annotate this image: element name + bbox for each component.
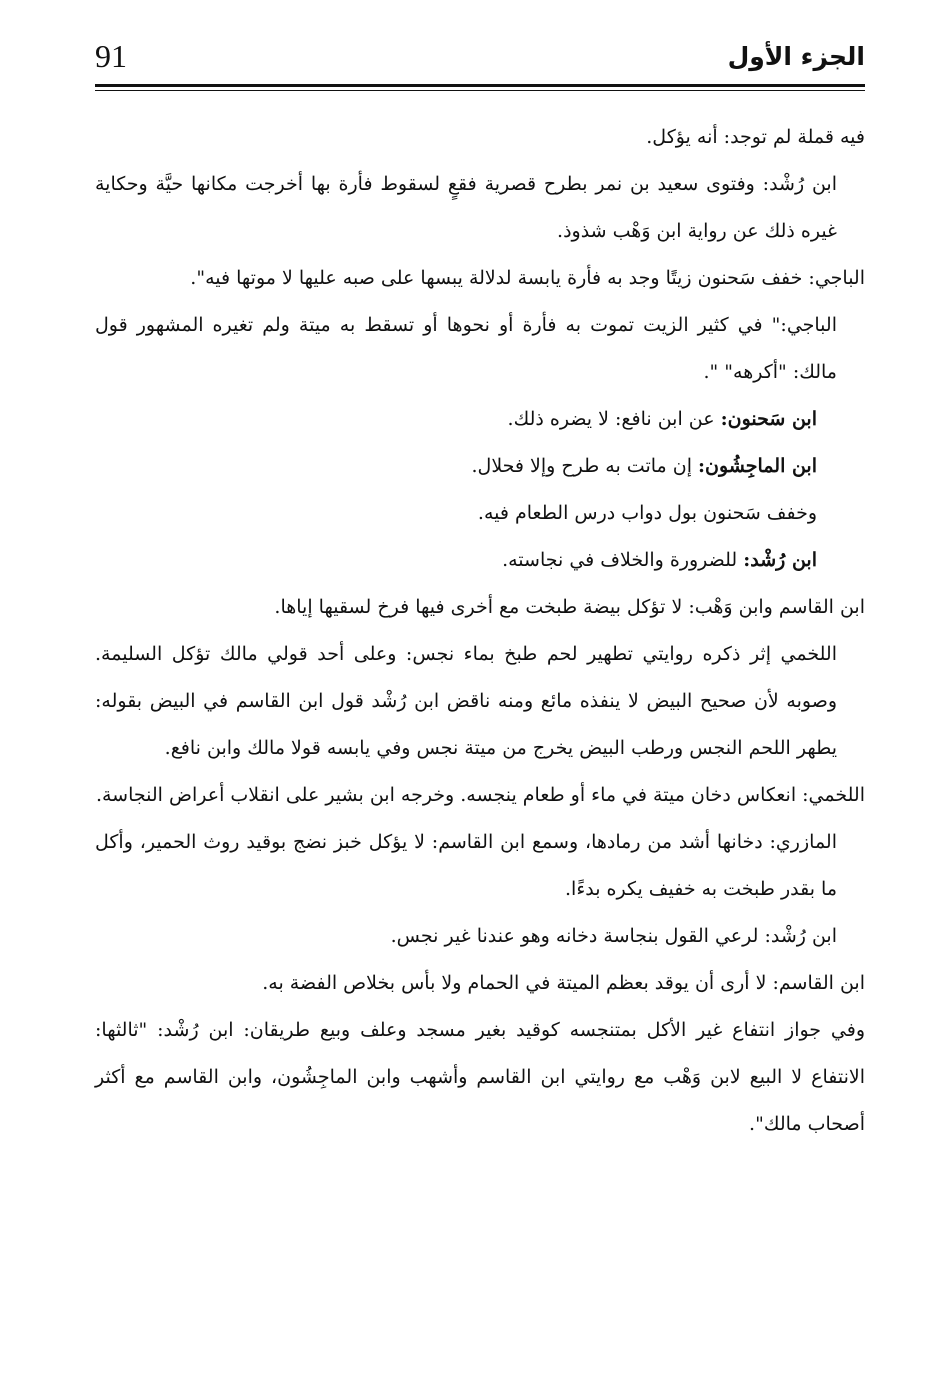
paragraph-text: عن ابن نافع: لا يضره ذلك.	[507, 408, 721, 430]
paragraph	[95, 302, 865, 396]
paragraph-lead: ابن الماجِشُون:	[698, 455, 817, 477]
paragraph-text: ابن رُشْد: لرعي القول بنجاسة دخانه وهو عندنا غير نجس.	[390, 925, 837, 947]
paragraph	[95, 631, 865, 772]
paragraph-text: اللخمي إثر ذكره روايتي تطهير لحم طبخ بماء نجس: وعلى أحد قولي مالك تؤكل السليمة. وصوبه لأن صحيح البيض لا ينفذه مائع ومنه ناقض ابن رُشْد قول ابن القاسم في البيض بقوله: يطهر اللحم النجس ورطب البيض يخرج من ميتة نجس وفي يابسه قولا مالك وابن نافع.	[95, 643, 837, 759]
paragraph	[95, 772, 865, 819]
page-header	[95, 32, 865, 82]
paragraph	[95, 161, 865, 255]
page-number: 91	[95, 38, 127, 74]
paragraph-text: وخفف سَحنون بول دواب درس الطعام فيه.	[477, 502, 817, 524]
header-rule-thin	[95, 90, 865, 91]
paragraph-lead: ابن رُشْد:	[743, 549, 817, 571]
paragraph-text: ابن القاسم: لا أرى أن يوقد بعظم الميتة في الحمام ولا بأس بخلاص الفضة به.	[262, 972, 865, 994]
paragraph	[95, 537, 865, 584]
paragraph-lead: ابن سَحنون:	[720, 408, 817, 430]
paragraph	[95, 584, 865, 631]
paragraph-text: المازري: دخانها أشد من رمادها، وسمع ابن القاسم: لا يؤكل خبز نضج بوقيد روث الحمير، وأكل ما بقدر طبخت به خفيف يكره بدءًا.	[95, 831, 837, 900]
paragraph	[95, 1007, 865, 1148]
paragraph	[95, 819, 865, 913]
paragraph	[95, 443, 865, 490]
paragraph-text: الباجي: خفف سَحنون زيتًا وجد به فأرة يابسة لدلالة يبسها على صبه عليها لا موتها فيه".	[190, 267, 865, 289]
running-head: الجزء الأول	[727, 42, 865, 71]
paragraph-text: وفي جواز انتفاع غير الأكل بمتنجسه كوقيد بغير مسجد وعلف وبيع طريقان: ابن رُشْد: "ثالثها: الانتفاع لا البيع لابن وَهْب مع روايتي ابن القاسم وأشهب وابن الماجِشُون، وابن القاسم مع أكثر أصحاب مالك".	[95, 1019, 865, 1135]
paragraph-text: الباجي:" في كثير الزيت تموت به فأرة أو نحوها أو تسقط به ميتة ولم تغيره المشهور قول مالك: "أكرهه" ".	[95, 314, 837, 383]
page-body	[95, 114, 865, 1148]
paragraph-text: اللخمي: انعكاس دخان ميتة في ماء أو طعام ينجسه. وخرجه ابن بشير على انقلاب أعراض النجاسة.	[95, 784, 865, 806]
paragraph-text: للضرورة والخلاف في نجاسته.	[502, 549, 744, 571]
paragraph-text: فيه قملة لم توجد: أنه يؤكل.	[646, 126, 865, 148]
paragraph	[95, 490, 865, 537]
paragraph-text: إن ماتت به طرح وإلا فحلال.	[471, 455, 699, 477]
paragraph	[95, 913, 865, 960]
paragraph	[95, 960, 865, 1007]
paragraph-text: ابن رُشْد: وفتوى سعيد بن نمر بطرح قصرية فقعٍ لسقوط فأرة بها أخرجت مكانها حيَّة وحكاية غيره ذلك عن رواية ابن وَهْب شذوذ.	[95, 173, 837, 242]
header-rule-thick	[95, 84, 865, 87]
paragraph	[95, 114, 865, 161]
paragraph-text: ابن القاسم وابن وَهْب: لا تؤكل بيضة طبخت مع أخرى فيها فرخ لسقيها إياها.	[274, 596, 865, 618]
paragraph	[95, 255, 865, 302]
paragraph	[95, 396, 865, 443]
